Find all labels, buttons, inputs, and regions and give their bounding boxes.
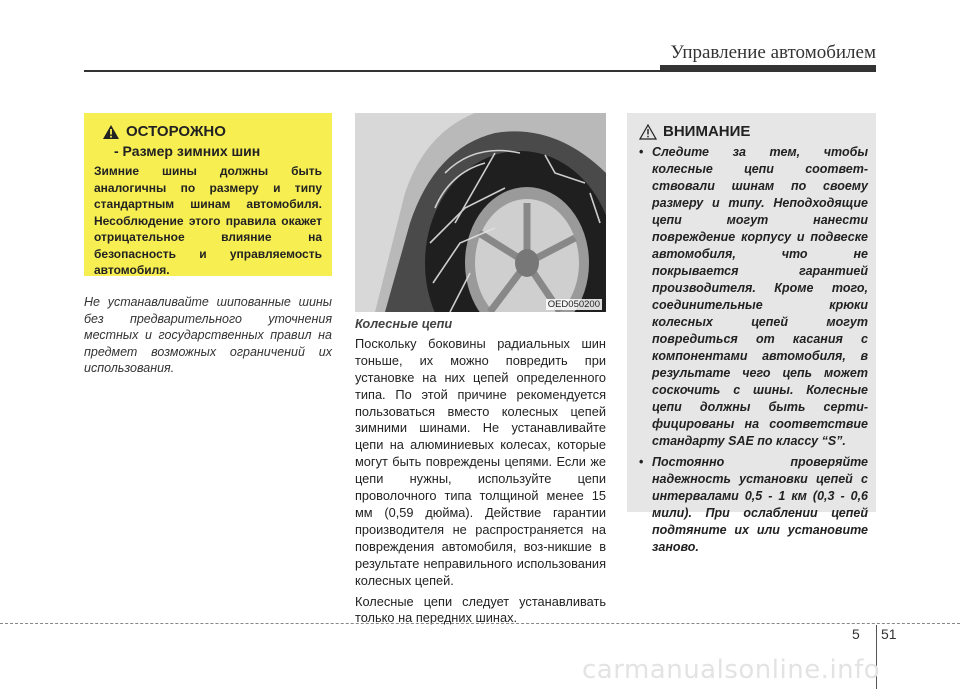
warning-box (84, 113, 332, 276)
tire-chains-subheading: Колесные цепи (355, 316, 453, 331)
caution-title: ВНИМАНИЕ (663, 123, 751, 140)
page-header-title: Управление автомобилем (670, 42, 876, 63)
watermark: carmanualsonline.info (582, 655, 881, 685)
tire-chain-photo (355, 113, 606, 312)
warning-text: Зимние шины должны быть аналогичны по размеру и типу стандартным шинам автомобиля. Несоблюдение этого правила окажет отрицательное влияние на безопасность и управляемость автомобиля. (94, 164, 322, 277)
warning-triangle-icon (102, 124, 120, 140)
caution-box (627, 113, 876, 554)
studded-tires-note: Не устанавливайте шипованные шины без предварительного уточнения местных и государственных правил на предмет возможных ограничений их использования. (84, 295, 332, 375)
tire-chains-section (355, 316, 606, 631)
warning-heading (102, 123, 322, 140)
tire-chains-paragraph-2: Колесные цепи следует устанавливать только на передних шинах. (355, 593, 606, 626)
wheel-with-chain-illustration (355, 113, 606, 312)
caution-item: • Постоянно проверяйте надежность установки цепей с интервалами 0,5 - 1 км (0,3 - 0,6 мили). При ослаблении цепей подтяните их или установите заново. (639, 454, 868, 556)
caution-list (635, 144, 868, 556)
header-rule (84, 70, 876, 72)
warning-subtitle: - Размер зимних шин (114, 143, 261, 159)
page-number: 51 (881, 626, 897, 642)
caution-heading (639, 123, 868, 140)
warning-title: ОСТОРОЖНО (126, 123, 226, 140)
caution-triangle-icon (639, 124, 657, 140)
footer-rule (0, 623, 960, 624)
chapter-number: 5 (852, 626, 860, 642)
tire-chains-paragraph-1: Поскольку боковины радиальных шин тоньше, их можно повредить при установке на них цепей определенного типа. По этой причине рекомендуется пользоваться вместо колесных цепей зимними шинами. Не устанавливайте цепи на алюминиевых колесах, которые могут быть повреждены цепями. Если же цепи нужны, используйте цепи проволочного типа толщиной менее 15 мм (0,59 дюйма). Действие гарантии производителя не распространяется на повреждения автомобиля, воз-никшие в результате неправильного использования колесных цепей. (355, 335, 606, 588)
photo-code: OED050200 (547, 299, 600, 310)
caution-item: • Следите за тем, чтобы колесные цепи соответ-ствовали шинам по своему размеру и типу. Неподходящие цепи могут нанести повреждение корпусу и подвеске автомобиля, что не покрывается гарантией производителя. Кроме того, соединительные крюки колесных цепей могут повредиться от касания с компонентами автомобиля, в результате чего цепь может соскочить с шины. Колесные цепи должны быть серти-фицированы на соответствие стандарту SAE по классу “S”. (639, 144, 868, 450)
